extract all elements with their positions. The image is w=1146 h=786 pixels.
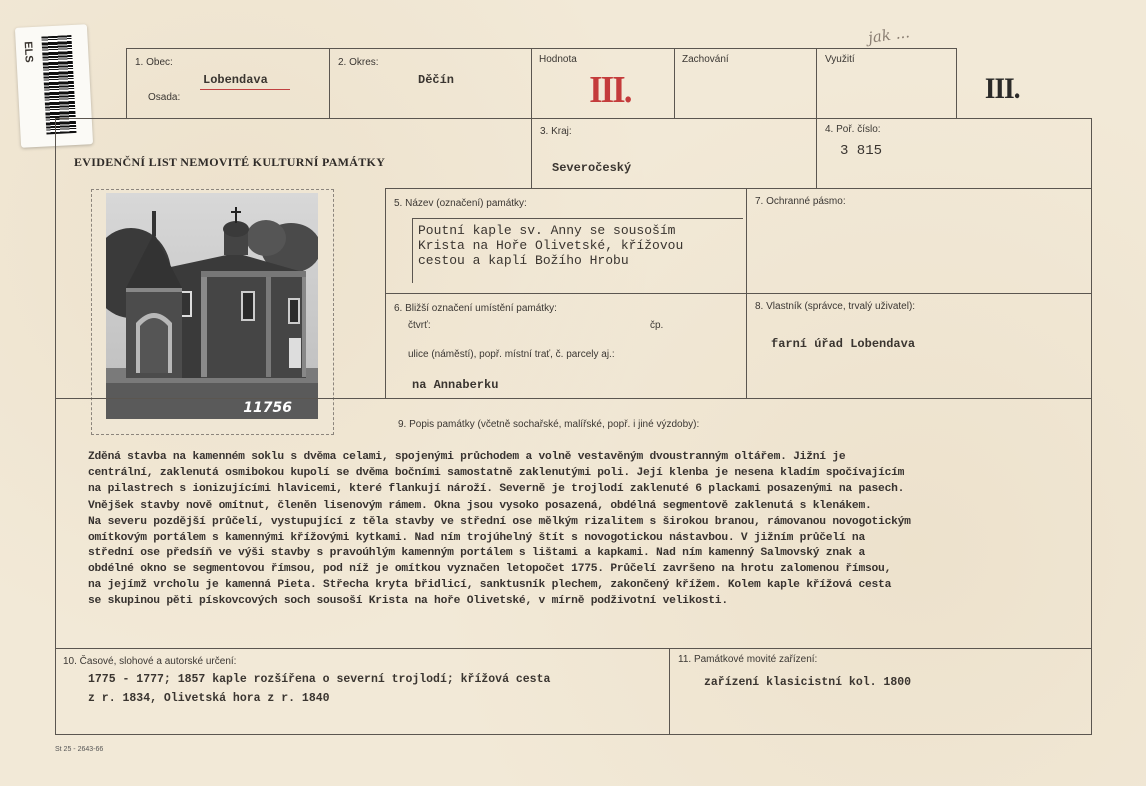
hodnota-value: III. — [589, 69, 631, 111]
popis-line-9: na jejímž vrcholu je kamenná Pieta. Střecha kryta břidlicí, sanktusník plechem, zakončený křížem. Kolem kaple křížová cesta — [88, 579, 892, 591]
hodnota-label: Hodnota — [539, 54, 577, 65]
sticker-text: ELS — [21, 41, 35, 64]
nazev-line-1: Poutní kaple sv. Anny se sousoším — [418, 223, 676, 238]
zachovani-label: Zachování — [682, 54, 729, 65]
form-code: St 25 - 2643-66 — [55, 746, 104, 753]
ochranne-pasmo-label: 7. Ochranné pásmo: — [755, 196, 846, 207]
zarizeni-value: zařízení klasicistní kol. 1800 — [704, 676, 912, 689]
urceni-line-1: 1775 - 1777; 1857 kaple rozšířena o severní trojlodí; křížová cesta — [88, 673, 551, 686]
barcode-sticker — [15, 24, 93, 148]
obec-label: 1. Obec: — [135, 57, 173, 68]
barcode-icon — [41, 35, 76, 134]
vyuziti-label: Využití — [825, 54, 855, 65]
form-title: EVIDENČNÍ LIST NEMOVITÉ KULTURNÍ PAMÁTKY — [74, 155, 386, 169]
okres-value: Děčín — [418, 73, 455, 87]
popis-line-4: Vnějšek stavby nově omítnut, členěn lisenovým rámem. Okna jsou vysoko posazená, obdélná segmentově zaklenutá s klenákem. — [88, 500, 872, 512]
por-cislo-value: 3 815 — [840, 143, 883, 159]
popis-line-2: centrální, zaklenutá osmibokou kupolí se dvěma bočními samostatně zaklenutými poli. Její klenba je nesena kladím spočívajícím — [88, 467, 905, 479]
cp-label: čp. — [650, 320, 664, 331]
kraj-value: Severočeský — [552, 161, 632, 175]
umisteni-label: 6. Bližší označení umístění památky: — [394, 303, 557, 314]
vlastnik-value: farní úřad Lobendava — [771, 337, 916, 351]
okres-label: 2. Okres: — [338, 57, 379, 68]
popis-line-10: se skupinou pěti pískovcových soch sousoší Krista na hoře Olivetské, v mírně podživotní velikosti. — [88, 595, 728, 607]
popis-line-7: střední ose předsíň ve výši stavby s pravoúhlým kamenným portálem s lištami a kapkami. Nad ním kamenný Salmovský znak a — [88, 547, 865, 559]
nazev-line-2: Krista na Hoře Olivetské, křížovou — [418, 238, 684, 253]
obec-value: Lobendava — [203, 73, 268, 87]
handwritten-note: jak ... — [866, 23, 911, 47]
popis-label: 9. Popis památky (včetně sochařské, malířské, popř. i jiné výzdoby): — [398, 419, 700, 430]
zarizeni-label: 11. Památkové movité zařízení: — [678, 654, 818, 665]
chapel-photo-image — [106, 193, 318, 419]
photo-number: 11756 — [243, 400, 292, 416]
vlastnik-label: 8. Vlastník (správce, trvalý uživatel): — [755, 301, 916, 312]
umisteni-value: na Annaberku — [412, 378, 499, 392]
por-cislo-label: 4. Poř. číslo: — [825, 124, 881, 135]
obec-underline — [200, 89, 290, 90]
osada-label: Osada: — [148, 92, 181, 103]
popis-line-6: omítkovým portálem s kamennými křížovými kytkami. Nad ním trojúhelný štít s novogotickou nástavbou. V jižním průčelí na — [88, 532, 865, 544]
nazev-label: 5. Název (označení) památky: — [394, 198, 527, 209]
chapel-photo — [106, 193, 318, 419]
nazev-line-3: cestou a kaplí Božího Hrobu — [418, 253, 629, 268]
popis-line-5: Na severu pozdější průčelí, vystupující z těla stavby ve střední ose mělkým rizalitem s širokou branou, rámovanou novogotickým — [88, 516, 911, 528]
ctvrt-label: čtvrť: — [408, 320, 431, 331]
popis-line-3: na pilastrech s ionizujícími hlavicemi, které flankují nároží. Severně je trojlodí zaklenuté 6 plackami posazenými na pasech. — [88, 483, 905, 495]
popis-line-1: Zděná stavba na kamenném soklu s dvěma celami, spojenými průchodem a volně vestavěným dvoustranným oltářem. Jižní je — [88, 451, 846, 463]
urceni-label: 10. Časové, slohové a autorské určení: — [63, 656, 237, 667]
ulice-label: ulice (náměstí), popř. místní trať, č. parcely aj.: — [408, 349, 615, 360]
popis-line-8: obdélné okno se segmentovou římsou, pod níž je omítkou vyznačen letopočet 1775. Průčelí završeno na hrotu zalomenou římsou, — [88, 563, 892, 575]
category-value: III. — [984, 72, 1020, 105]
kraj-label: 3. Kraj: — [540, 126, 572, 137]
urceni-line-2: z r. 1834, Olivetská hora z r. 1840 — [88, 692, 330, 705]
